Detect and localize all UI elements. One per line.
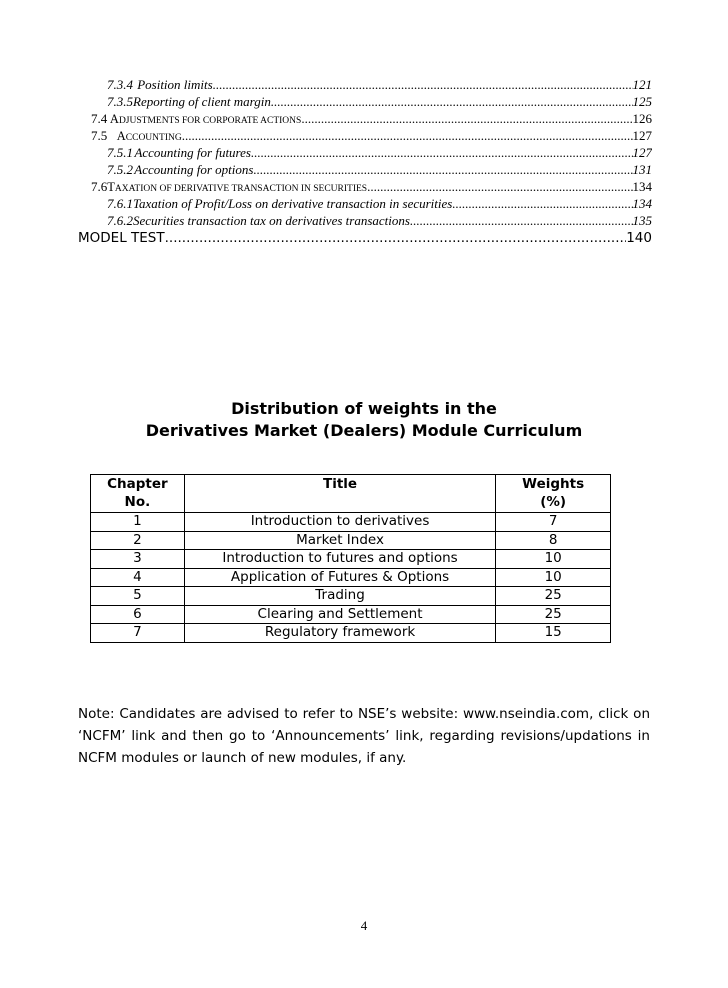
toc-number: 7.5.2 xyxy=(107,162,133,177)
toc-entry-model-test xyxy=(78,229,652,247)
toc-entry-7-6-2 xyxy=(107,213,652,229)
cell-chapter: 4 xyxy=(91,568,185,587)
toc-title: Accounting for futures xyxy=(134,145,251,160)
toc-entry-7-6-1 xyxy=(107,196,652,212)
cell-title: Regulatory framework xyxy=(184,624,496,643)
toc-page: 131 xyxy=(632,162,652,177)
cell-weight: 25 xyxy=(496,587,611,606)
toc-leader xyxy=(165,229,627,247)
toc-page: 134 xyxy=(632,179,652,194)
toc-number: 7.4 xyxy=(91,111,108,126)
toc-number: 7.6.2 xyxy=(107,213,133,228)
table-row xyxy=(91,550,611,569)
toc-number: 7.3.5 xyxy=(107,94,133,109)
toc-entry-7-5-1 xyxy=(107,145,652,161)
toc-leader xyxy=(251,145,633,161)
toc-title: Position limits xyxy=(137,77,213,92)
toc-leader xyxy=(452,196,632,212)
header-title: Title xyxy=(184,475,496,513)
toc-title: Securities transaction tax on derivatives transactions xyxy=(133,213,410,228)
table-row xyxy=(91,587,611,606)
cell-title: Introduction to derivatives xyxy=(184,513,496,532)
toc-page: 134 xyxy=(632,196,652,211)
toc-entry-7-3-5 xyxy=(107,94,652,110)
toc-leader xyxy=(410,213,633,229)
toc-number: 7.6 xyxy=(91,179,108,194)
cell-chapter: 3 xyxy=(91,550,185,569)
toc-leader xyxy=(213,77,633,93)
toc-entry-7-6 xyxy=(91,179,652,197)
toc-leader xyxy=(367,179,632,195)
cell-weight: 8 xyxy=(496,531,611,550)
cell-chapter: 6 xyxy=(91,605,185,624)
toc-title: Accounting for options xyxy=(134,162,254,177)
toc-title: ACCOUNTING xyxy=(116,129,182,143)
toc-leader xyxy=(182,128,633,144)
toc-title: ADJUSTMENTS FOR CORPORATE ACTIONS xyxy=(109,112,302,126)
toc-entry-7-4 xyxy=(91,111,652,129)
toc-page: 121 xyxy=(632,77,652,92)
cell-weight: 7 xyxy=(496,513,611,532)
toc-page: 127 xyxy=(632,145,652,160)
toc-page: 126 xyxy=(632,111,652,126)
cell-title: Clearing and Settlement xyxy=(184,605,496,624)
cell-title: Introduction to futures and options xyxy=(184,550,496,569)
cell-weight: 10 xyxy=(496,568,611,587)
toc-entry-7-3-4 xyxy=(107,77,652,93)
section-heading-line2: Derivatives Market (Dealers) Module Curriculum xyxy=(145,421,583,440)
toc-leader xyxy=(271,94,633,110)
toc-page: 127 xyxy=(632,128,652,143)
cell-chapter: 5 xyxy=(91,587,185,606)
table-row xyxy=(91,568,611,587)
table-row xyxy=(91,531,611,550)
toc-number: 7.5.1 xyxy=(107,145,133,160)
table-header-row xyxy=(91,475,611,513)
toc-leader xyxy=(301,111,632,127)
table-row xyxy=(91,605,611,624)
toc-title: Taxation of Profit/Loss on derivative transaction in securities xyxy=(133,196,453,211)
cell-chapter: 2 xyxy=(91,531,185,550)
table-row xyxy=(91,624,611,643)
header-weights: Weights (%) xyxy=(496,475,611,513)
toc-page: 140 xyxy=(626,230,652,246)
toc-page: 135 xyxy=(632,213,652,228)
cell-weight: 10 xyxy=(496,550,611,569)
cell-chapter: 1 xyxy=(91,513,185,532)
toc-entry-7-5-2 xyxy=(107,162,652,178)
toc-page: 125 xyxy=(632,94,652,109)
note-paragraph: Note: Candidates are advised to refer to NSE’s website: www.nseindia.com, click on ‘NCFM’ link and then go to ‘Announcements’ link, regarding revisions/updations in NCFM modules or launch of new modules, if any. xyxy=(78,706,650,766)
toc-number: 7.5 xyxy=(91,128,108,143)
toc-entry-7-5 xyxy=(91,128,652,146)
toc-title: Reporting of client margin xyxy=(133,94,271,109)
header-chapter-no: Chapter No. xyxy=(91,475,185,513)
toc-title: MODEL TEST xyxy=(78,230,165,246)
table-row xyxy=(91,513,611,532)
cell-title: Market Index xyxy=(184,531,496,550)
section-heading-line1: Distribution of weights in the xyxy=(231,399,497,418)
toc-leader xyxy=(253,162,632,178)
weights-table xyxy=(90,474,611,643)
toc-number: 7.3.4 xyxy=(107,77,133,92)
toc-number: 7.6.1 xyxy=(107,196,133,211)
toc-title: TAXATION OF DERIVATIVE TRANSACTION IN SECURITIES xyxy=(107,180,368,194)
cell-weight: 25 xyxy=(496,605,611,624)
page-number: 4 xyxy=(360,918,368,933)
cell-weight: 15 xyxy=(496,624,611,643)
cell-title: Trading xyxy=(184,587,496,606)
cell-chapter: 7 xyxy=(91,624,185,643)
cell-title: Application of Futures & Options xyxy=(184,568,496,587)
